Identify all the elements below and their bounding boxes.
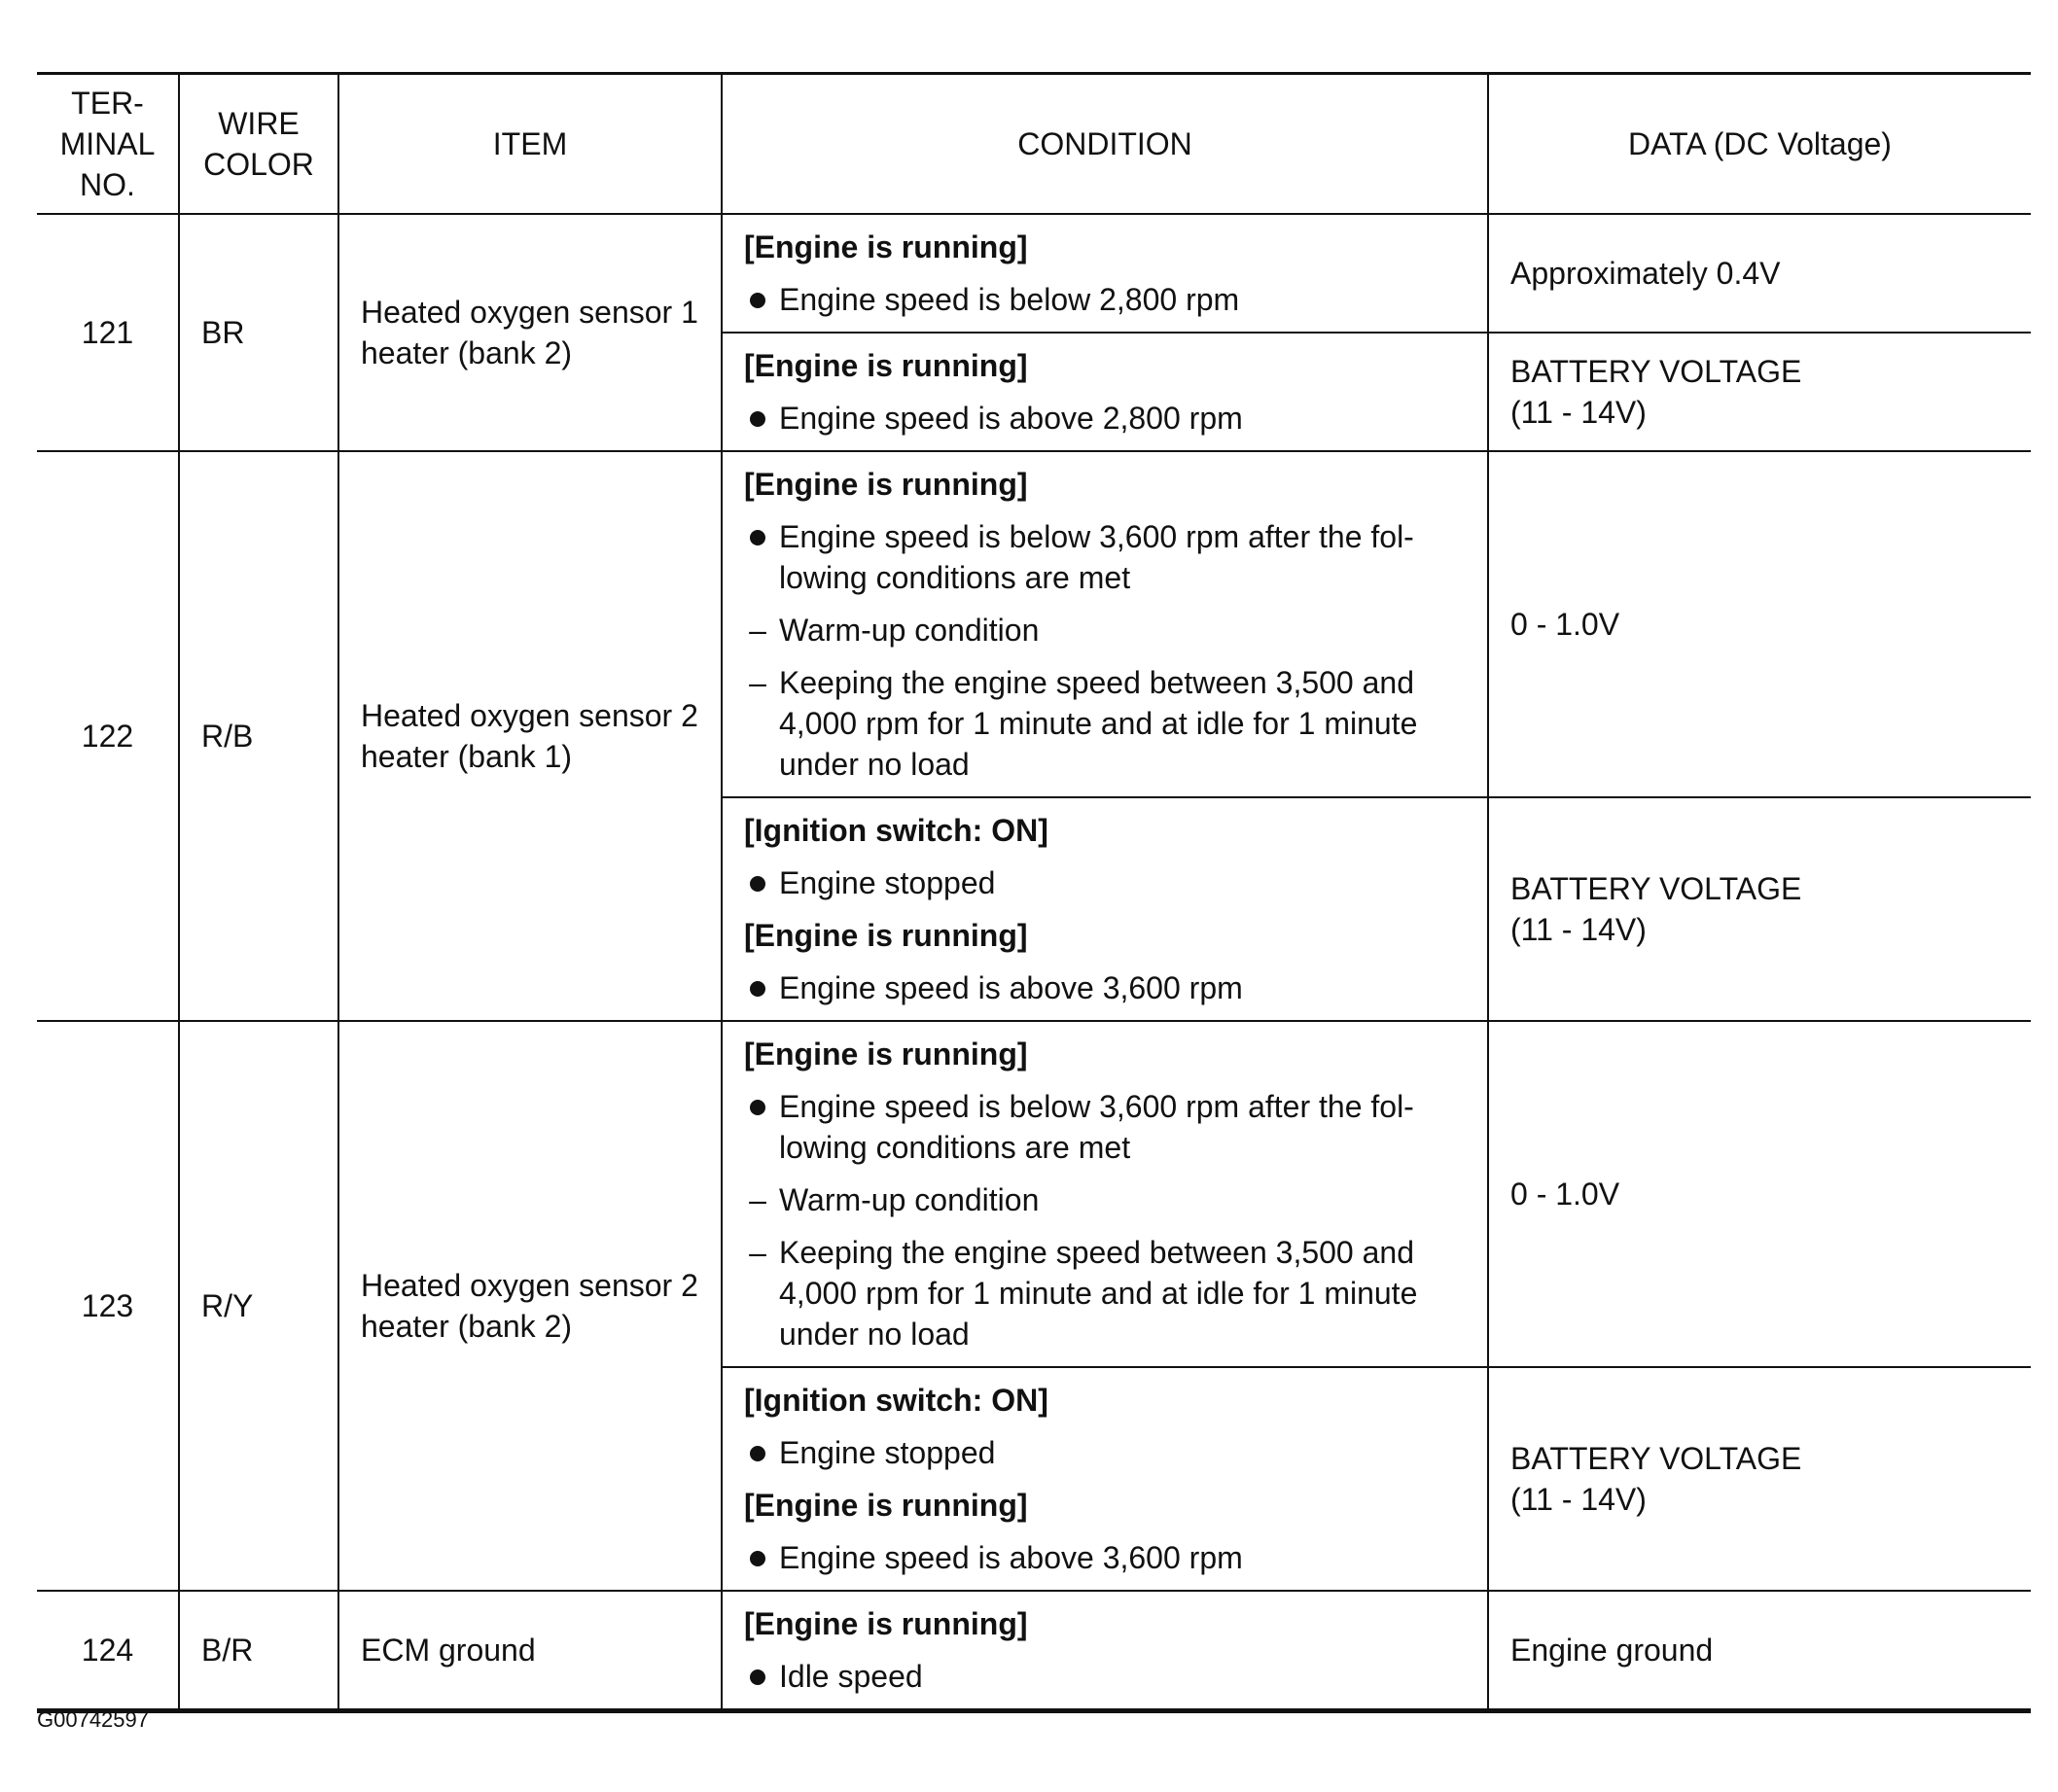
header-condition: CONDITION [722, 75, 1488, 214]
condition-cell [722, 1591, 1488, 1708]
header-data: DATA (DC Voltage) [1488, 75, 2031, 214]
condition-cell [722, 1021, 1488, 1367]
table-row [37, 1591, 2031, 1708]
condition-bullet: Engine speed is below 3,600 rpm after the fol- lowing conditions are met [744, 1086, 1468, 1168]
condition-heading: [Engine is running] [744, 467, 1028, 502]
condition-dash: – Keeping the engine speed between 3,500 and 4,000 rpm for 1 minute and at idle for 1 minute under no load [749, 665, 1418, 782]
condition-bullet: Engine speed is above 3,600 rpm [744, 967, 1468, 1008]
header-item: ITEM [338, 75, 722, 214]
condition-heading: [Engine is running] [744, 229, 1028, 264]
condition-bullet: Engine stopped [744, 862, 1468, 903]
condition-heading: [Ignition switch: ON] [744, 813, 1048, 848]
terminal-data-table-container [37, 72, 2031, 1713]
condition-cell [722, 1367, 1488, 1591]
wire-color: R/Y [179, 1021, 338, 1591]
header-wire-color: WIRE COLOR [179, 75, 338, 214]
data-value: BATTERY VOLTAGE (11 - 14V) [1488, 333, 2031, 451]
item-text: Heated oxygen sensor 2 heater (bank 1) [338, 451, 722, 1021]
item-text: Heated oxygen sensor 1 heater (bank 2) [338, 214, 722, 451]
figure-code: G00742597 [37, 1707, 149, 1732]
terminal-no: 124 [37, 1591, 179, 1708]
item-text: Heated oxygen sensor 2 heater (bank 2) [338, 1021, 722, 1591]
wire-color: R/B [179, 451, 338, 1021]
terminal-no: 123 [37, 1021, 179, 1591]
condition-cell [722, 451, 1488, 797]
wire-color: B/R [179, 1591, 338, 1708]
header-row [37, 75, 2031, 214]
condition-bullet: Engine speed is below 2,800 rpm [744, 279, 1468, 320]
condition-bullet: Idle speed [744, 1656, 1468, 1697]
data-value: 0 - 1.0V [1488, 451, 2031, 797]
condition-bullet: Engine speed is above 3,600 rpm [744, 1537, 1468, 1578]
data-value: Approximately 0.4V [1488, 214, 2031, 333]
terminal-no: 122 [37, 451, 179, 1021]
condition-cell [722, 214, 1488, 333]
condition-dash: – Warm-up condition [749, 613, 1040, 648]
data-value: Engine ground [1488, 1591, 2031, 1708]
item-text: ECM ground [338, 1591, 722, 1708]
bottom-rule [37, 1708, 2031, 1713]
condition-cell [722, 797, 1488, 1021]
table-row [37, 1021, 2031, 1367]
header-terminal-no: TER- MINAL NO. [37, 75, 179, 214]
condition-heading: [Engine is running] [744, 918, 1028, 953]
condition-heading: [Engine is running] [744, 348, 1028, 383]
table-row [37, 214, 2031, 333]
terminal-data-table [37, 75, 2031, 1708]
condition-heading: [Ignition switch: ON] [744, 1383, 1048, 1418]
condition-heading: [Engine is running] [744, 1606, 1028, 1641]
condition-heading: [Engine is running] [744, 1037, 1028, 1072]
table-row [37, 451, 2031, 797]
condition-dash: – Keeping the engine speed between 3,500 and 4,000 rpm for 1 minute and at idle for 1 minute under no load [749, 1235, 1418, 1352]
condition-heading: [Engine is running] [744, 1488, 1028, 1523]
condition-cell [722, 333, 1488, 451]
condition-bullet: Engine speed is below 3,600 rpm after the fol- lowing conditions are met [744, 516, 1468, 598]
data-value: BATTERY VOLTAGE (11 - 14V) [1488, 1367, 2031, 1591]
condition-dash: – Warm-up condition [749, 1182, 1040, 1217]
wire-color: BR [179, 214, 338, 451]
data-value: 0 - 1.0V [1488, 1021, 2031, 1367]
terminal-no: 121 [37, 214, 179, 451]
data-value: BATTERY VOLTAGE (11 - 14V) [1488, 797, 2031, 1021]
condition-bullet: Engine speed is above 2,800 rpm [744, 398, 1468, 439]
condition-bullet: Engine stopped [744, 1432, 1468, 1473]
